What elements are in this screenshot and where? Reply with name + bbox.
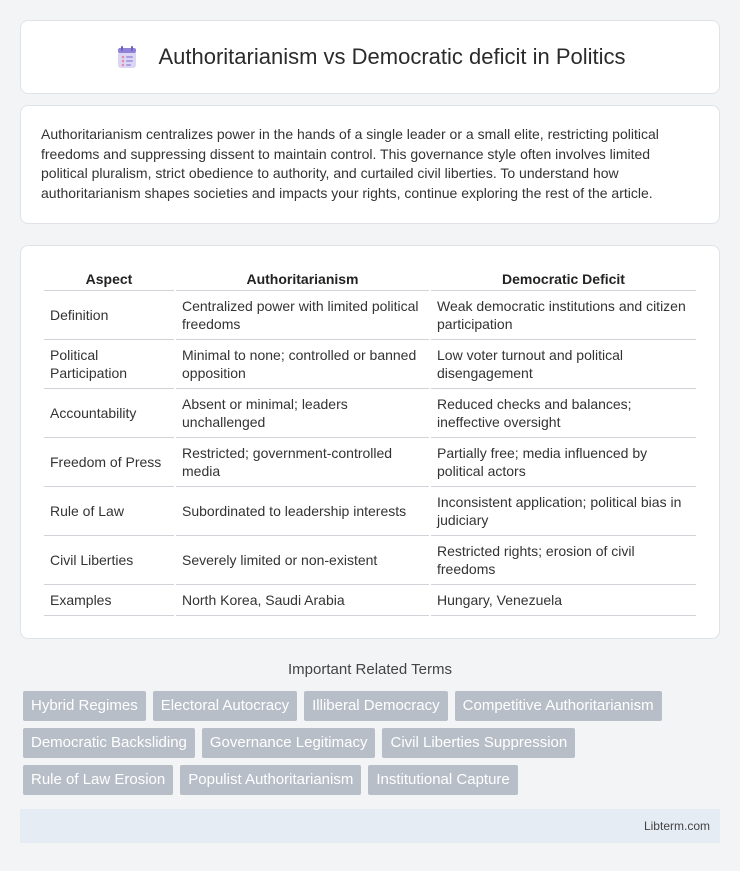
comparison-table [42, 266, 698, 616]
comparison-table-card [20, 245, 720, 639]
table-cell-authoritarianism: Centralized power with limited political freedoms [176, 291, 429, 340]
table-cell-democratic-deficit: Inconsistent application; political bias in judiciary [431, 487, 696, 536]
table-cell-authoritarianism: Severely limited or non-existent [176, 536, 429, 585]
intro-card [20, 105, 720, 224]
table-cell-democratic-deficit: Low voter turnout and political disengagement [431, 340, 696, 389]
tag-institutional-capture[interactable]: Institutional Capture [368, 765, 517, 795]
related-terms-tags [20, 691, 720, 795]
tag-populist-authoritarianism[interactable]: Populist Authoritarianism [180, 765, 361, 795]
table-row [44, 536, 696, 585]
header-authoritarianism: Authoritarianism [176, 266, 429, 291]
table-cell-democratic-deficit: Reduced checks and balances; ineffective oversight [431, 389, 696, 438]
table-cell-authoritarianism: North Korea, Saudi Arabia [176, 585, 429, 616]
table-cell-aspect: Freedom of Press [44, 438, 174, 487]
tag-governance-legitimacy[interactable]: Governance Legitimacy [202, 728, 376, 758]
table-cell-democratic-deficit: Restricted rights; erosion of civil freedoms [431, 536, 696, 585]
table-header-row [44, 266, 696, 291]
table-cell-authoritarianism: Restricted; government-controlled media [176, 438, 429, 487]
tag-hybrid-regimes[interactable]: Hybrid Regimes [23, 691, 146, 721]
table-cell-democratic-deficit: Hungary, Venezuela [431, 585, 696, 616]
table-cell-aspect: Rule of Law [44, 487, 174, 536]
intro-text: Authoritarianism centralizes power in the hands of a single leader or a small elite, restricting political freedoms and suppressing dissent to maintain control. This governance style often involves limited political pluralism, strict obedience to authority, and curtailed civil liberties. To understand how authoritarianism shapes societies and impacts your rights, continue exploring the rest of the article. [41, 126, 659, 201]
tag-rule-of-law-erosion[interactable]: Rule of Law Erosion [23, 765, 173, 795]
tag-electoral-autocracy[interactable]: Electoral Autocracy [153, 691, 297, 721]
tag-civil-liberties-suppression[interactable]: Civil Liberties Suppression [382, 728, 575, 758]
related-terms-title: Important Related Terms [288, 661, 452, 678]
table-row [44, 291, 696, 340]
tag-democratic-backsliding[interactable]: Democratic Backsliding [23, 728, 195, 758]
tag-competitive-authoritarianism[interactable]: Competitive Authoritarianism [455, 691, 662, 721]
table-cell-aspect: Civil Liberties [44, 536, 174, 585]
document-list-icon [114, 44, 140, 70]
table-cell-aspect: Examples [44, 585, 174, 616]
table-cell-authoritarianism: Minimal to none; controlled or banned opposition [176, 340, 429, 389]
footer [20, 809, 720, 843]
title-card [20, 20, 720, 94]
table-cell-authoritarianism: Subordinated to leadership interests [176, 487, 429, 536]
table-row [44, 438, 696, 487]
table-cell-aspect: Accountability [44, 389, 174, 438]
header-democratic-deficit: Democratic Deficit [431, 266, 696, 291]
table-row [44, 487, 696, 536]
table-row [44, 389, 696, 438]
footer-site-link[interactable]: Libterm.com [643, 819, 710, 833]
page-title: Authoritarianism vs Democratic deficit in Politics [158, 44, 626, 69]
table-row [44, 585, 696, 616]
table-cell-democratic-deficit: Partially free; media influenced by political actors [431, 438, 696, 487]
table-cell-authoritarianism: Absent or minimal; leaders unchallenged [176, 389, 429, 438]
table-cell-aspect: Definition [44, 291, 174, 340]
table-cell-aspect: Political Participation [44, 340, 174, 389]
tag-illiberal-democracy[interactable]: Illiberal Democracy [304, 691, 448, 721]
header-aspect: Aspect [44, 266, 174, 291]
table-cell-democratic-deficit: Weak democratic institutions and citizen participation [431, 291, 696, 340]
table-row [44, 340, 696, 389]
related-terms-section [20, 661, 720, 795]
